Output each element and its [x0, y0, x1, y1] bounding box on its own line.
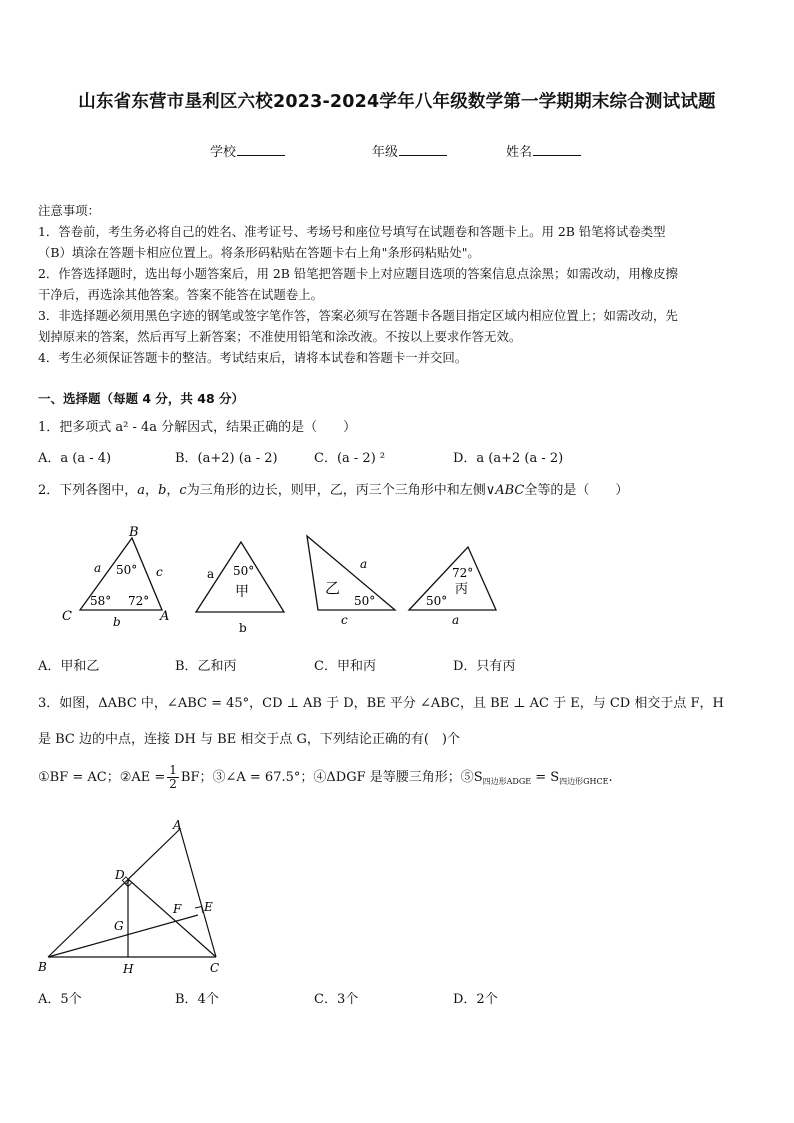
notice-line: 划掉原来的答案，然后再写上新答案；不准使用铅笔和涂改液。不按以上要求作答无效。: [38, 329, 522, 344]
q1-option-d[interactable]: D．a (a+2 (a - 2): [453, 451, 564, 466]
q2-stem-pre: 2．下列各图中，: [38, 483, 138, 498]
angle-c-label: 58°: [90, 594, 112, 608]
point-c-label: C: [210, 961, 220, 975]
point-d-label: D: [115, 868, 125, 882]
side-c-label: c: [156, 565, 163, 579]
q3-conclusions: [38, 764, 613, 791]
jia-side-a-label: a: [207, 567, 215, 581]
fraction-denominator: 2: [169, 777, 177, 791]
bing-angle1-label: 72°: [452, 566, 474, 580]
notice-line: 干净后，再选涂其他答案。答案不能答在试题卷上。: [38, 287, 323, 302]
triangle-bing-figure: [409, 547, 496, 627]
q1-stem: 1．把多项式 a² - 4a 分解因式，结果正确的是（ ）: [38, 420, 357, 435]
triangle-yi-figure: [307, 536, 395, 627]
angle-b-label: 50°: [116, 563, 138, 577]
point-g-label: G: [114, 919, 124, 933]
bing-side-a-label: a: [452, 613, 460, 627]
q2-figures: [55, 520, 505, 640]
jia-name-label: 甲: [235, 584, 249, 600]
triangle-abc-figure: [62, 525, 169, 629]
bing-angle2-label: 50°: [426, 594, 448, 608]
school-blank[interactable]: [237, 143, 285, 156]
jia-angle-label: 50°: [233, 564, 255, 578]
q3-option-c[interactable]: C．3个: [314, 992, 359, 1007]
vertex-a-label: A: [160, 609, 170, 624]
school-label: 学校: [210, 145, 237, 160]
q3-option-a[interactable]: A．5个: [38, 992, 82, 1007]
yi-side-a-label: a: [360, 557, 368, 571]
jia-side-b-label: b: [239, 621, 247, 635]
fraction-numerator: 1: [169, 763, 177, 777]
q2-var-b: b: [158, 483, 167, 498]
q2-option-a[interactable]: A．甲和乙: [38, 659, 100, 674]
grade-label: 年级: [372, 145, 399, 160]
angle-a-label: 72°: [128, 594, 150, 608]
vertex-c-label: C: [62, 609, 72, 624]
q3-conclusion-part1: ①BF = AC；②AE =: [38, 770, 166, 785]
point-f-label: F: [173, 902, 182, 916]
section-heading: 一、选择题（每题 4 分，共 48 分）: [38, 391, 245, 406]
point-e-label: E: [204, 900, 213, 914]
q3-period: .: [608, 770, 613, 785]
side-b-label: b: [113, 615, 121, 629]
q1-option-c[interactable]: C．(a - 2) ²: [314, 451, 386, 466]
notice-line: 2．作答选择题时，选出每小题答案后，用 2B 铅笔把答题卡上对应题目选项的答案信息点涂黑；如需改动，用橡皮擦: [38, 266, 678, 281]
name-blank[interactable]: [533, 143, 581, 156]
q3-option-d[interactable]: D．2个: [453, 992, 498, 1007]
area-subscript-1: 四边形ADGE: [482, 777, 532, 786]
yi-side-c-label: c: [341, 613, 348, 627]
bing-name-label: 丙: [455, 582, 469, 597]
q1-option-b[interactable]: B．(a+2) (a - 2): [175, 451, 278, 466]
area-subscript-2: 四边形GHCE: [559, 777, 609, 786]
q3-equals: = S: [531, 770, 560, 785]
notice-block: [38, 200, 758, 368]
q3-figure: [30, 812, 240, 982]
side-a-label: a: [94, 561, 102, 575]
notice-line: （B）填涂在答题卡相应位置上。将条形码粘贴在答题卡右上角"条形码粘贴处"。: [38, 245, 480, 260]
q2-var-a: a: [137, 483, 146, 498]
q1-option-a[interactable]: A．a (a - 4): [38, 451, 112, 466]
notice-heading: 注意事项：: [38, 203, 100, 218]
point-a-label: A: [173, 818, 182, 832]
q2-option-c[interactable]: C．甲和丙: [314, 659, 376, 674]
q3-conclusion-part2: BF；③∠A = 67.5°；④ΔDGF 是等腰三角形；⑤S: [180, 770, 483, 785]
q2-stem-post: 全等的是（ ）: [524, 483, 629, 498]
q2-var-c: c: [179, 483, 187, 498]
q2-option-b[interactable]: B．乙和丙: [175, 659, 237, 674]
q3-stem-line1: 3．如图，ΔABC 中，∠ABC = 45°，CD ⊥ AB 于 D，BE 平分 ∠ABC，且 BE ⊥ AC 于 E，与 CD 相交于点 F，H: [38, 696, 724, 711]
notice-line: 4．考生必须保证答题卡的整洁。考试结束后，请将本试卷和答题卡一并交回。: [38, 350, 468, 365]
q3-option-b[interactable]: B．4个: [175, 992, 219, 1007]
yi-angle-label: 50°: [354, 594, 376, 608]
q2-triangle-name: ∨ABC: [485, 483, 525, 498]
triangle-jia-figure: [196, 542, 284, 635]
fraction-one-half: [167, 764, 179, 791]
yi-name-label: 乙: [325, 579, 341, 597]
vertex-b-label: B: [129, 525, 139, 540]
q2-stem: 2．下列各图中，a，b，c为三角形的边长，则甲，乙，丙三个三角形中和左侧∨ABC全等的是（ ）: [38, 483, 629, 498]
grade-field: [372, 141, 447, 160]
school-field: [210, 141, 285, 160]
q2-option-d[interactable]: D．只有丙: [453, 659, 516, 674]
q3-stem-line2: 是 BC 边的中点，连接 DH 与 BE 相交于点 G，下列结论正确的有( )个: [38, 732, 460, 747]
notice-line: 3．非选择题必须用黑色字迹的钢笔或签字笔作答，答案必须写在答题卡各题目指定区域内相应位置上；如需改动，先: [38, 308, 678, 323]
point-b-label: B: [38, 960, 47, 974]
name-label: 姓名: [506, 145, 533, 160]
q2-stem-mid: 为三角形的边长，则甲，乙，丙三个三角形中和左侧: [186, 483, 486, 498]
notice-line: 1．答卷前，考生务必将自己的姓名、准考证号、考场号和座位号填写在试题卷和答题卡上。用 2B 铅笔将试卷类型: [38, 224, 666, 239]
point-h-label: H: [123, 962, 134, 976]
name-field: [506, 141, 581, 160]
page-title: 山东省东营市垦利区六校2023-2024学年八年级数学第一学期期末综合测试试题: [78, 92, 716, 112]
grade-blank[interactable]: [399, 143, 447, 156]
